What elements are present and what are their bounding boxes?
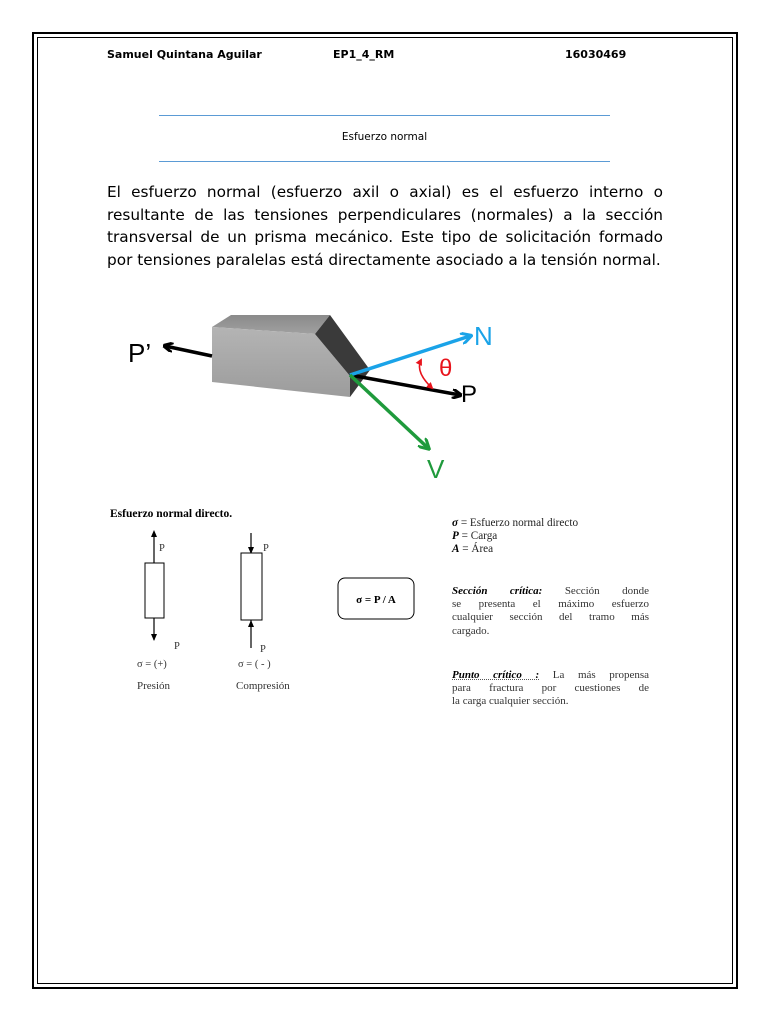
seccion-critica-term: Sección crítica: bbox=[452, 585, 543, 597]
compression-p-top: P bbox=[263, 543, 269, 554]
label-theta: θ bbox=[439, 355, 453, 382]
tension-arrowhead-bottom bbox=[151, 634, 157, 641]
label-p: P bbox=[461, 381, 478, 408]
label-v: V bbox=[427, 454, 445, 484]
seccion-critica-line: se presenta el máximo esfuerzo bbox=[452, 598, 649, 611]
punto-critico-line: para fractura por cuestiones de bbox=[452, 682, 649, 695]
presion-label: Presión bbox=[137, 680, 170, 692]
sigma-minus: σ = ( - ) bbox=[238, 659, 271, 670]
formula-text: σ = P / A bbox=[356, 594, 396, 606]
paragraph-line: resultante de las tensiones perpendiculares (normales) a la sección bbox=[107, 205, 663, 224]
seccion-critica-block bbox=[452, 585, 649, 638]
section-title: Esfuerzo normal bbox=[341, 131, 428, 143]
paragraph-line: por tensiones paralelas está directamente asociado a la tensión normal. bbox=[107, 250, 661, 269]
figure-direct-stress bbox=[110, 508, 414, 692]
theta-arc bbox=[419, 360, 432, 388]
header-author: Samuel Quintana Aguilar bbox=[107, 48, 262, 61]
direct-stress-heading: Esfuerzo normal directo. bbox=[110, 508, 233, 520]
compresion-label: Compresión bbox=[236, 680, 290, 692]
punto-critico-block bbox=[452, 669, 649, 709]
def-sigma: σ = Esfuerzo normal directo bbox=[452, 517, 579, 529]
sigma-plus: σ = (+) bbox=[137, 659, 167, 670]
compression-arrowhead-bottom bbox=[248, 620, 254, 627]
seccion-critica-line: cargado. bbox=[452, 624, 490, 637]
def-p: P = Carga bbox=[452, 530, 498, 542]
seccion-critica-line-1: Sección crítica: Sección donde bbox=[452, 585, 650, 597]
label-p-prime: P’ bbox=[128, 338, 152, 368]
header-code: EP1_4_RM bbox=[333, 48, 395, 61]
tension-p-bottom: P bbox=[174, 641, 180, 652]
paragraph-line: El esfuerzo normal (esfuerzo axil o axial) es el esfuerzo interno o bbox=[107, 183, 663, 201]
tension-arrowhead-top bbox=[151, 530, 157, 537]
paragraph-line: transversal de un prisma mecánico. Este tipo de solicitación formado bbox=[107, 228, 663, 247]
def-a: A = Área bbox=[452, 543, 494, 555]
tension-p-top: P bbox=[159, 543, 165, 554]
compression-bar bbox=[241, 553, 262, 620]
p-prime-arrow bbox=[165, 346, 212, 356]
punto-critico-line-1: Punto crítico : La más propensa bbox=[452, 669, 650, 681]
tension-bar bbox=[145, 563, 164, 618]
punto-critico-term: Punto crítico : bbox=[452, 669, 540, 681]
punto-critico-line: la carga cualquier sección. bbox=[452, 695, 569, 708]
label-n: N bbox=[474, 321, 493, 351]
header-id: 16030469 bbox=[565, 48, 627, 61]
compression-p-bottom: P bbox=[260, 644, 266, 655]
seccion-critica-line: cualquier sección del tramo más bbox=[452, 611, 649, 624]
